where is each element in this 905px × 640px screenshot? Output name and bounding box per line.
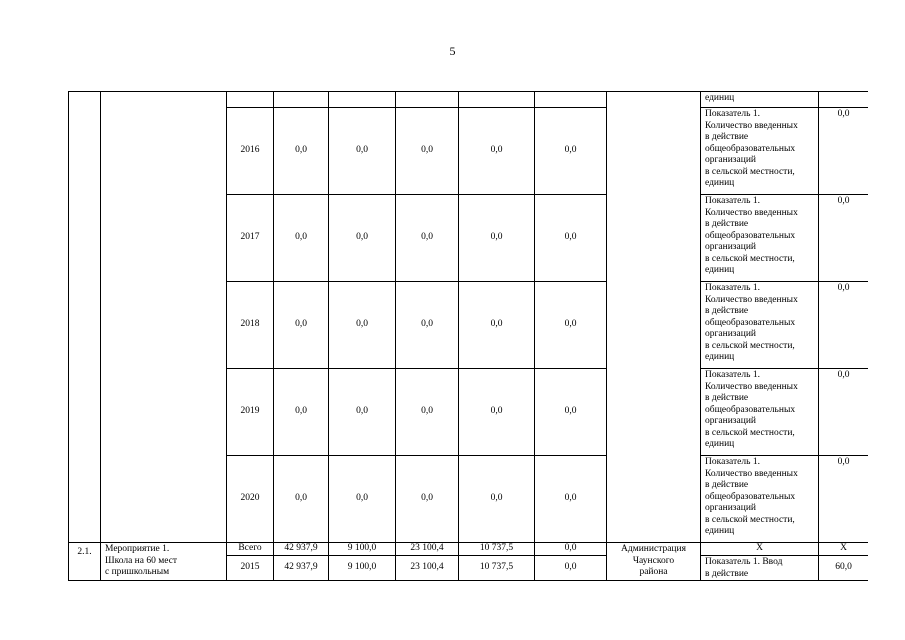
value-cell: 0,0 (274, 195, 329, 282)
value-cell: 0,0 (459, 108, 535, 195)
indicator-value-cell: X (819, 543, 869, 556)
value-cell: 0,0 (396, 456, 459, 543)
value-cell: 0,0 (535, 195, 607, 282)
value-cell: 9 100,0 (329, 543, 396, 556)
value-cell (329, 92, 396, 108)
indicator-cell: X (701, 543, 819, 556)
value-cell: 10 737,5 (459, 556, 535, 581)
value-cell: 23 100,4 (396, 556, 459, 581)
indicator-value-cell: 0,0 (819, 369, 869, 456)
value-cell: 0,0 (535, 282, 607, 369)
value-cell: 0,0 (459, 195, 535, 282)
value-cell: 0,0 (459, 456, 535, 543)
value-cell: 0,0 (274, 282, 329, 369)
value-cell: 0,0 (396, 282, 459, 369)
value-cell: 9 100,0 (329, 556, 396, 581)
year-cell: 2016 (227, 108, 274, 195)
indicator-value-cell: 0,0 (819, 456, 869, 543)
year-cell: 2015 (227, 556, 274, 581)
year-cell (227, 92, 274, 108)
indicator-cell: Показатель 1. Количество введенных в действие общеобразовательных организаций в сельской местности, единиц (701, 108, 819, 195)
table-container (68, 91, 868, 581)
value-cell (459, 92, 535, 108)
program-table (68, 91, 868, 581)
value-cell: 0,0 (329, 195, 396, 282)
value-cell: 10 737,5 (459, 543, 535, 556)
value-cell: 0,0 (329, 369, 396, 456)
value-cell (396, 92, 459, 108)
indicator-value-cell: 0,0 (819, 282, 869, 369)
value-cell (274, 92, 329, 108)
value-cell: 0,0 (535, 556, 607, 581)
table-row (69, 92, 869, 108)
value-cell: 0,0 (459, 369, 535, 456)
indicator-value-cell: 0,0 (819, 195, 869, 282)
value-cell: 0,0 (459, 282, 535, 369)
value-cell: 0,0 (396, 108, 459, 195)
year-cell: 2018 (227, 282, 274, 369)
event-organization-cell: Администрация Чаунского района (607, 543, 701, 581)
value-cell: 0,0 (535, 108, 607, 195)
value-cell: 0,0 (274, 108, 329, 195)
event-name-cell: Мероприятие 1. Школа на 60 мест с пришкольным (101, 543, 227, 581)
value-cell: 0,0 (396, 369, 459, 456)
year-cell: 2017 (227, 195, 274, 282)
name-cell (101, 92, 227, 543)
value-cell: 0,0 (329, 456, 396, 543)
value-cell: 0,0 (329, 282, 396, 369)
table-row (69, 543, 869, 556)
organization-cell (607, 92, 701, 543)
event-number-cell: 2.1. (69, 543, 101, 581)
indicator-value-cell: 0,0 (819, 108, 869, 195)
indicator-cell: Показатель 1. Количество введенных в действие общеобразовательных организаций в сельской местности, единиц (701, 369, 819, 456)
indicator-cell: Показатель 1. Количество введенных в действие общеобразовательных организаций в сельской местности, единиц (701, 456, 819, 543)
value-cell: 42 937,9 (274, 543, 329, 556)
year-cell: 2019 (227, 369, 274, 456)
indicator-cell: Показатель 1. Количество введенных в действие общеобразовательных организаций в сельской местности, единиц (701, 282, 819, 369)
indicator-cell: единиц (701, 92, 819, 108)
value-cell: 0,0 (535, 456, 607, 543)
indicator-value-cell (819, 92, 869, 108)
year-cell: 2020 (227, 456, 274, 543)
value-cell (535, 92, 607, 108)
value-cell: 23 100,4 (396, 543, 459, 556)
year-cell: Всего (227, 543, 274, 556)
indicator-value-cell: 60,0 (819, 556, 869, 581)
value-cell: 0,0 (274, 456, 329, 543)
value-cell: 42 937,9 (274, 556, 329, 581)
value-cell: 0,0 (535, 543, 607, 556)
indicator-cell: Показатель 1. Ввод в действие (701, 556, 819, 581)
value-cell: 0,0 (274, 369, 329, 456)
page-number: 5 (449, 44, 456, 58)
number-cell (69, 92, 101, 543)
value-cell: 0,0 (396, 195, 459, 282)
value-cell: 0,0 (329, 108, 396, 195)
value-cell: 0,0 (535, 369, 607, 456)
indicator-cell: Показатель 1. Количество введенных в действие общеобразовательных организаций в сельской местности, единиц (701, 195, 819, 282)
